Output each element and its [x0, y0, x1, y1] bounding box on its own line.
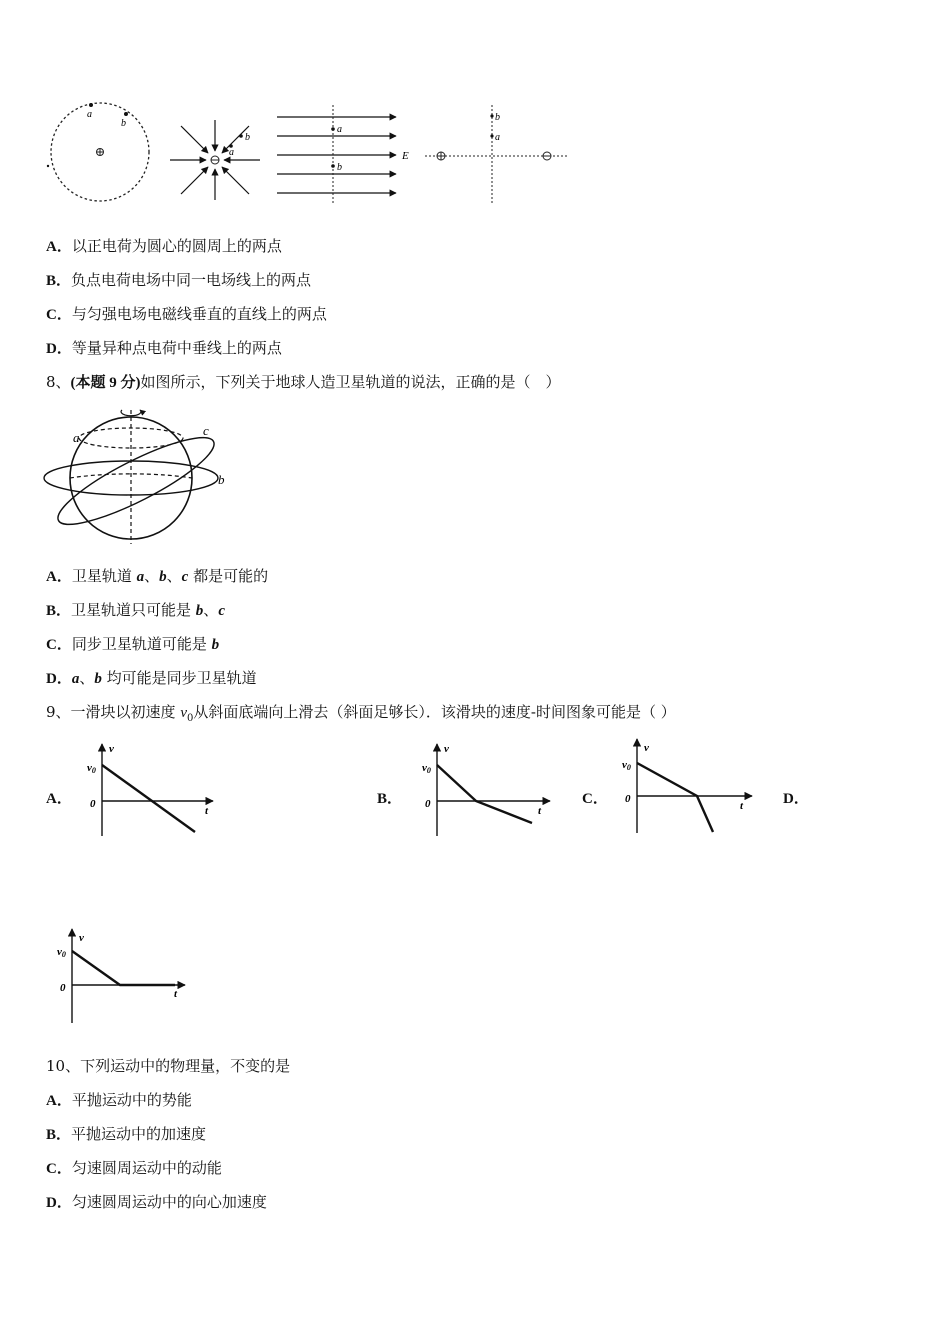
- q9-d-v0: v: [57, 946, 62, 958]
- q9-stem-pre: 一滑块以初速度: [70, 703, 181, 721]
- q10-option-d-text: 匀速圆周运动中的向心加速度: [71, 1193, 267, 1211]
- q9-d-v-axis: v: [79, 932, 84, 944]
- q10-option-d-label: D．: [46, 1195, 72, 1211]
- svg-text:v0: [422, 762, 431, 775]
- q8-option-b-label: B．: [46, 603, 72, 619]
- q8-fig-label-c: c: [203, 423, 209, 438]
- q7-fig1-label-a: a: [87, 109, 92, 120]
- q9-d-v0-sub: 0: [61, 950, 66, 959]
- q8-option-c-label: C．: [46, 637, 72, 653]
- q7-fig2-label-a: a: [229, 147, 234, 158]
- q8-fig-label-a: a: [73, 430, 80, 445]
- q9-stem: [46, 702, 676, 729]
- q9-c-t-axis: t: [740, 800, 744, 812]
- q7-figure-dipole: [425, 105, 570, 205]
- q9-stem-sub: 0: [187, 713, 194, 724]
- q8-option-a-pre: 卫星轨道: [71, 567, 137, 585]
- q9-b-t-axis: t: [538, 805, 542, 817]
- q7-option-a[interactable]: [46, 236, 282, 257]
- q8-option-b-var-b: b: [195, 603, 204, 619]
- q8-option-a-post: 都是可能的: [188, 567, 269, 585]
- svg-text:v0: [57, 946, 66, 959]
- q9-b-v0: v: [422, 762, 427, 774]
- q8-option-c-var-b: b: [211, 637, 220, 653]
- q9-option-d-label[interactable]: D．: [783, 791, 809, 807]
- q9-graph-d: [55, 925, 195, 1025]
- q7-fig3-label-E: E: [402, 150, 409, 162]
- q9-option-c-label[interactable]: C．: [582, 791, 608, 807]
- q9-a-v-axis: v: [109, 743, 114, 755]
- q7-option-a-label: A．: [46, 239, 72, 255]
- q8-option-a-label: A．: [46, 569, 72, 585]
- q7-fig1-label-b: b: [121, 118, 126, 129]
- q8-option-d-post: 均可能是同步卫星轨道: [101, 669, 257, 687]
- q9-c-v0: v: [622, 759, 627, 771]
- q7-option-d[interactable]: [46, 338, 282, 359]
- q9-graph-c: [620, 735, 760, 837]
- q9-option-b-label[interactable]: B．: [377, 791, 403, 807]
- q8-option-b-sep: 、: [203, 601, 219, 619]
- q10-option-b-text: 平抛运动中的加速度: [71, 1125, 207, 1143]
- q7-fig3-label-b: b: [337, 162, 342, 173]
- q7-fig4-label-a: a: [495, 132, 500, 143]
- q10-stem: 10、下列运动中的物理量，不变的是: [46, 1057, 291, 1075]
- q7-option-c-label: C．: [46, 307, 72, 323]
- q7-fig2-label-b: b: [245, 132, 250, 143]
- q8-option-a[interactable]: [46, 566, 268, 587]
- svg-text:v0: [622, 759, 631, 772]
- q7-figure-uniform-field: [272, 105, 422, 205]
- q9-stem-post: 从斜面底端向上滑去（斜面足够长）．该滑块的速度-时间图象可能是（ ）: [193, 703, 676, 721]
- q7-option-a-text: 以正电荷为圆心的圆周上的两点: [71, 237, 282, 255]
- q9-b-v-axis: v: [444, 743, 449, 755]
- q8-option-a-sep1: 、: [144, 567, 160, 585]
- q7-option-b-text: 负点电荷电场中同一电场线上的两点: [71, 271, 312, 289]
- q10-option-c-text: 匀速圆周运动中的动能: [71, 1159, 222, 1177]
- q10-option-c-label: C．: [46, 1161, 72, 1177]
- q9-b-v0-sub: 0: [426, 766, 431, 775]
- q7-option-d-text: 等量异种点电荷中垂线上的两点: [71, 339, 282, 357]
- q8-option-b-var-c: c: [218, 603, 225, 619]
- q8-fig-label-b: b: [218, 472, 225, 487]
- q8-option-d-sep: 、: [79, 669, 95, 687]
- q7-fig3-label-a: a: [337, 124, 342, 135]
- q8-figure-earth-orbits: [40, 402, 240, 544]
- q10-option-a-text: 平抛运动中的势能: [71, 1091, 192, 1109]
- q8-option-a-var-a: a: [136, 569, 145, 585]
- q8-option-d-var-b: b: [94, 671, 102, 687]
- q10-option-c[interactable]: [46, 1158, 222, 1179]
- q10-option-d[interactable]: [46, 1192, 267, 1213]
- q9-c-v-axis: v: [644, 742, 649, 754]
- q7-fig4-label-b: b: [495, 112, 500, 123]
- q7-option-b-label: B．: [46, 273, 72, 289]
- q9-a-origin: 0: [90, 798, 96, 810]
- q8-option-d-label: D．: [46, 671, 72, 687]
- q10-option-b-label: B．: [46, 1127, 72, 1143]
- q8-option-c-pre: 同步卫星轨道可能是: [71, 635, 212, 653]
- q9-option-a-label[interactable]: A．: [46, 791, 72, 807]
- q10-option-a-label: A．: [46, 1093, 72, 1109]
- q9-c-v0-sub: 0: [626, 763, 631, 772]
- q7-option-c[interactable]: [46, 304, 327, 325]
- q8-score: (本题 9 分): [70, 375, 141, 391]
- q9-a-t-axis: t: [205, 805, 209, 817]
- q9-c-origin: 0: [625, 793, 631, 805]
- q9-d-origin: 0: [60, 982, 66, 994]
- q7-option-d-label: D．: [46, 341, 72, 357]
- q8-number: 8、: [46, 373, 71, 391]
- q9-a-v0: v: [87, 762, 92, 774]
- q9-number: 9、: [46, 703, 71, 721]
- q8-option-a-var-b: b: [159, 569, 167, 585]
- q8-option-b-pre: 卫星轨道只可能是: [71, 601, 196, 619]
- q8-option-a-var-c: c: [181, 569, 189, 585]
- q9-graph-b: [420, 740, 560, 840]
- q9-graph-a: [85, 740, 225, 840]
- svg-text:v0: [87, 762, 96, 775]
- q7-option-c-text: 与匀强电场电磁线垂直的直线上的两点: [71, 305, 327, 323]
- q9-d-t-axis: t: [174, 988, 178, 1000]
- q9-stem-var: v: [180, 705, 187, 721]
- q9-b-origin: 0: [425, 798, 431, 810]
- q9-a-v0-sub: 0: [91, 766, 96, 775]
- q8-stem-text: 如图所示，下列关于地球人造卫星轨道的说法，正确的是（ ）: [140, 373, 561, 391]
- q8-stem: [46, 372, 561, 393]
- q8-option-d-var-a: a: [71, 671, 80, 687]
- q7-figure-circle: [40, 95, 160, 210]
- q8-option-b[interactable]: [46, 600, 225, 621]
- q7-option-b[interactable]: [46, 270, 311, 291]
- q8-option-a-sep2: 、: [166, 567, 182, 585]
- q10-option-a[interactable]: [46, 1090, 192, 1111]
- q10-option-b[interactable]: [46, 1124, 206, 1145]
- q8-option-c[interactable]: [46, 634, 219, 655]
- q8-option-d[interactable]: [46, 668, 257, 689]
- q7-figure-negative-charge: [165, 115, 265, 200]
